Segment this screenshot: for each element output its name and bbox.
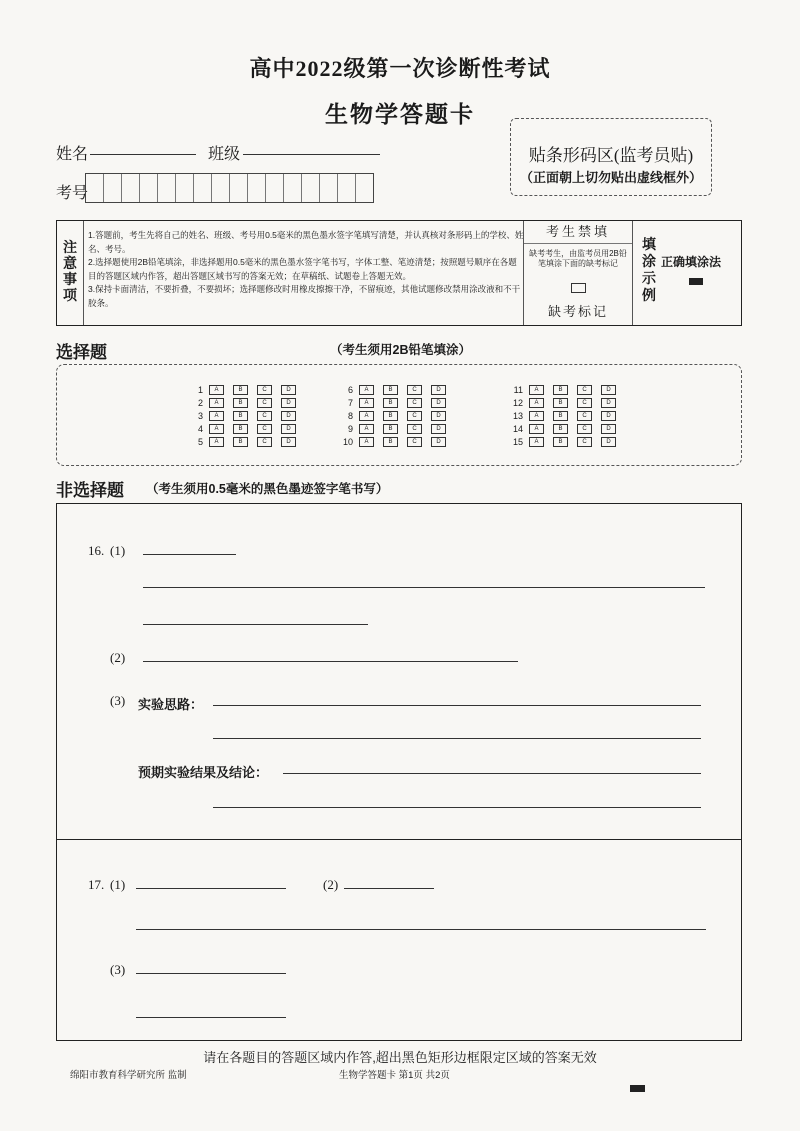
mc-option-bubble[interactable]: C xyxy=(577,437,592,447)
mc-question-number: 8 xyxy=(347,410,353,421)
q16-part3-line[interactable] xyxy=(213,807,701,808)
mc-option-bubble[interactable]: D xyxy=(281,385,296,395)
mc-question-number: 1 xyxy=(197,384,203,395)
q16-expected-result-label: 预期实验结果及结论： xyxy=(138,765,269,780)
mc-option-bubble[interactable]: D xyxy=(431,398,446,408)
class-field[interactable] xyxy=(243,154,380,155)
mc-option-bubble[interactable]: A xyxy=(209,411,224,421)
mc-option-bubble[interactable]: C xyxy=(577,424,592,434)
mc-option-bubble[interactable]: D xyxy=(281,398,296,408)
mc-question-row xyxy=(185,422,305,435)
absent-mark-label: 缺考标记 xyxy=(547,304,608,319)
mc-option-bubble[interactable]: B xyxy=(383,385,398,395)
mc-option-bubble[interactable]: C xyxy=(407,411,422,421)
q16-part3-line[interactable] xyxy=(213,705,701,706)
mc-question-number: 9 xyxy=(347,423,353,434)
q17-part1-blank[interactable] xyxy=(136,888,286,889)
q16-part3-line[interactable] xyxy=(283,773,701,774)
mc-option-bubble[interactable]: B xyxy=(553,437,568,447)
mc-question-number: 12 xyxy=(512,397,523,408)
mc-option-bubble[interactable]: C xyxy=(577,411,592,421)
mc-option-bubble[interactable]: B xyxy=(233,437,248,447)
mc-option-bubble[interactable]: A xyxy=(529,398,544,408)
q17-part3-line[interactable] xyxy=(136,1017,286,1018)
digit-box[interactable] xyxy=(122,174,140,202)
q17-part2-label: (2) xyxy=(323,877,339,892)
mc-option-bubble[interactable]: C xyxy=(407,398,422,408)
q16-part2-line[interactable] xyxy=(143,661,518,662)
digit-box[interactable] xyxy=(338,174,356,202)
digit-box[interactable] xyxy=(158,174,176,202)
mc-option-bubble[interactable]: C xyxy=(257,411,272,421)
mc-option-bubble[interactable]: C xyxy=(257,398,272,408)
mc-option-bubble[interactable]: C xyxy=(577,398,592,408)
correct-fill-mark xyxy=(689,278,703,285)
mc-option-bubble[interactable]: A xyxy=(209,437,224,447)
mc-option-bubble[interactable]: D xyxy=(431,424,446,434)
mc-option-bubble[interactable]: C xyxy=(257,437,272,447)
barcode-area xyxy=(510,118,712,196)
mc-option-bubble[interactable]: A xyxy=(209,424,224,434)
mc-question-row xyxy=(505,435,625,448)
mc-option-bubble[interactable]: B xyxy=(233,411,248,421)
mc-option-bubble[interactable]: C xyxy=(577,385,592,395)
digit-box[interactable] xyxy=(104,174,122,202)
mc-option-bubble[interactable]: D xyxy=(281,411,296,421)
mc-option-bubble[interactable]: D xyxy=(281,424,296,434)
name-field[interactable] xyxy=(90,154,196,155)
mc-option-bubble[interactable]: B xyxy=(383,424,398,434)
mc-question-row xyxy=(335,422,455,435)
mc-option-bubble[interactable]: D xyxy=(281,437,296,447)
mc-option-bubble[interactable]: D xyxy=(601,385,616,395)
notice-item: 1.答题前，考生先将自己的姓名、班级、考号用0.5毫米的黑色墨水签字笔填写清楚，并认真核对条形码上的学校、姓名、考号。 xyxy=(88,230,524,254)
mc-question-row xyxy=(505,396,625,409)
mc-option-bubble[interactable]: B xyxy=(383,398,398,408)
digit-box[interactable] xyxy=(284,174,302,202)
mc-option-bubble[interactable]: D xyxy=(601,398,616,408)
q17-part3-blank[interactable] xyxy=(136,973,286,974)
q16-part2-label: (2) xyxy=(110,650,126,665)
barcode-note: （正面朝上切勿贴出虚线框外） xyxy=(519,170,702,185)
q16-experiment-idea-label: 实验思路： xyxy=(138,697,204,712)
mc-option-bubble[interactable]: D xyxy=(431,411,446,421)
exam-number-boxes[interactable] xyxy=(85,173,374,203)
answer-card-title: 生物学答题卡 xyxy=(325,102,475,127)
digit-box[interactable] xyxy=(266,174,284,202)
mc-option-bubble[interactable]: C xyxy=(257,385,272,395)
forbidden-header: 考生禁填 xyxy=(524,221,632,244)
mc-question-number: 3 xyxy=(197,410,203,421)
q17-part1-label: (1) xyxy=(110,877,126,892)
q16-part3-line[interactable] xyxy=(213,738,701,739)
absent-mark-box[interactable] xyxy=(571,283,586,293)
exam-number-label: 考号 xyxy=(56,185,89,202)
mc-option-bubble[interactable]: D xyxy=(601,424,616,434)
mc-option-bubble[interactable]: C xyxy=(257,424,272,434)
mc-question-number: 2 xyxy=(197,397,203,408)
mc-option-bubble[interactable]: A xyxy=(359,411,374,421)
footer-org: 绵阳市教育科学研究所 监制 xyxy=(70,1070,187,1081)
notice-heading: 注 意 事 项 xyxy=(57,221,84,325)
digit-box[interactable] xyxy=(194,174,212,202)
mc-option-bubble[interactable]: C xyxy=(407,424,422,434)
mc-option-bubble[interactable]: D xyxy=(601,437,616,447)
class-label: 班级 xyxy=(208,146,241,163)
mc-option-bubble[interactable]: D xyxy=(601,411,616,421)
mc-option-bubble[interactable]: A xyxy=(359,424,374,434)
notice-item: 2.选择题使用2B铅笔填涂，非选择题用0.5毫米的黑色墨水签字笔书写，字体工整、笔迹清楚；按照题号顺序在各题目的答题区域内作答，超出答题区域书写的答案无效；在草稿纸、试题卷上答题无效。 xyxy=(88,257,517,281)
mc-option-bubble[interactable]: A xyxy=(209,398,224,408)
digit-box[interactable] xyxy=(212,174,230,202)
mc-question-row xyxy=(335,396,455,409)
mc-option-bubble[interactable]: B xyxy=(553,424,568,434)
mc-question-row xyxy=(505,383,625,396)
mc-option-bubble[interactable]: B xyxy=(233,398,248,408)
digit-box[interactable] xyxy=(248,174,266,202)
mc-question-number: 14 xyxy=(512,423,523,434)
correct-fill-label: 正确填涂法 xyxy=(661,255,722,269)
position-mark xyxy=(630,1085,645,1092)
notice-panel xyxy=(56,220,742,326)
mc-option-bubble[interactable]: A xyxy=(529,424,544,434)
mc-option-bubble[interactable]: A xyxy=(359,385,374,395)
fr-section-title: 非选择题 xyxy=(56,481,124,500)
digit-box[interactable] xyxy=(176,174,194,202)
digit-box[interactable] xyxy=(86,174,104,202)
q17-line[interactable] xyxy=(136,929,706,930)
q17-part3-label: (3) xyxy=(110,962,126,977)
mc-question-number: 4 xyxy=(197,423,203,434)
mc-option-bubble[interactable]: C xyxy=(407,437,422,447)
mc-option-bubble[interactable]: B xyxy=(233,424,248,434)
q16-part3-label: (3) xyxy=(110,693,126,708)
mc-question-number: 5 xyxy=(197,436,203,447)
mc-option-bubble[interactable]: B xyxy=(383,411,398,421)
mc-answer-area xyxy=(56,364,742,466)
mc-question-number: 13 xyxy=(512,410,523,421)
digit-box[interactable] xyxy=(230,174,248,202)
digit-box[interactable] xyxy=(320,174,338,202)
mc-question-number: 7 xyxy=(347,397,353,408)
mc-section-note: （考生须用2B铅笔填涂） xyxy=(330,343,471,357)
mc-question-row xyxy=(185,435,305,448)
mc-option-bubble[interactable]: A xyxy=(359,398,374,408)
forbidden-instructions: 缺考考生，由监考员用2B铅笔填涂下面的缺考标记 xyxy=(529,249,627,268)
mc-option-bubble[interactable]: A xyxy=(529,437,544,447)
name-label: 姓名 xyxy=(56,146,89,163)
question-divider xyxy=(56,839,742,840)
exam-title: 高中2022级第一次诊断性考试 xyxy=(249,56,551,81)
mc-option-bubble[interactable]: B xyxy=(553,411,568,421)
q16-number: 16. xyxy=(88,543,105,558)
notice-body xyxy=(88,229,524,310)
mc-question-row xyxy=(335,383,455,396)
mc-option-bubble[interactable]: B xyxy=(553,398,568,408)
footer-page-number: 生物学答题卡 第1页 共2页 xyxy=(339,1070,450,1081)
mc-question-number: 15 xyxy=(512,436,523,447)
mc-question-number: 11 xyxy=(513,384,523,395)
mc-section-title: 选择题 xyxy=(56,343,107,362)
digit-box[interactable] xyxy=(302,174,320,202)
mc-option-bubble[interactable]: B xyxy=(383,437,398,447)
mc-question-number: 10 xyxy=(342,436,353,447)
mc-question-row xyxy=(505,409,625,422)
mc-option-bubble[interactable]: A xyxy=(529,411,544,421)
mc-question-row xyxy=(335,409,455,422)
mc-option-bubble[interactable]: B xyxy=(233,385,248,395)
digit-box[interactable] xyxy=(356,174,373,202)
digit-box[interactable] xyxy=(140,174,158,202)
q16-part1-label: (1) xyxy=(110,543,126,558)
notice-item: 3.保持卡面清洁，不要折叠，不要损坏；选择题修改时用橡皮擦擦干净，不留痕迹，其他试题修改禁用涂改液和不干胶条。 xyxy=(88,284,521,308)
q16-part1-line[interactable] xyxy=(143,587,705,588)
mc-option-bubble[interactable]: A xyxy=(529,385,544,395)
mc-question-row xyxy=(505,422,625,435)
mc-question-number: 6 xyxy=(347,384,353,395)
q17-part2-blank[interactable] xyxy=(344,888,434,889)
mc-option-bubble[interactable]: D xyxy=(431,385,446,395)
mc-question-row xyxy=(185,409,305,422)
footer-warning: 请在各题目的答题区域内作答,超出黑色矩形边框限定区域的答案无效 xyxy=(203,1050,597,1065)
mc-question-row xyxy=(335,435,455,448)
fr-section-note: （考生须用0.5毫米的黑色墨迹签字笔书写） xyxy=(146,482,389,496)
mc-option-bubble[interactable]: D xyxy=(431,437,446,447)
q16-part1-line[interactable] xyxy=(143,624,368,625)
forbidden-section xyxy=(523,221,633,325)
mc-option-bubble[interactable]: C xyxy=(407,385,422,395)
fill-example-heading: 填 涂 示 例 xyxy=(642,238,656,304)
q17-number: 17. xyxy=(88,877,105,892)
mc-question-row xyxy=(185,383,305,396)
mc-option-bubble[interactable]: A xyxy=(209,385,224,395)
mc-question-row xyxy=(185,396,305,409)
mc-option-bubble[interactable]: B xyxy=(553,385,568,395)
mc-option-bubble[interactable]: A xyxy=(359,437,374,447)
barcode-label: 贴条形码区(监考员贴) xyxy=(528,146,694,165)
q16-part1-blank[interactable] xyxy=(143,554,236,555)
